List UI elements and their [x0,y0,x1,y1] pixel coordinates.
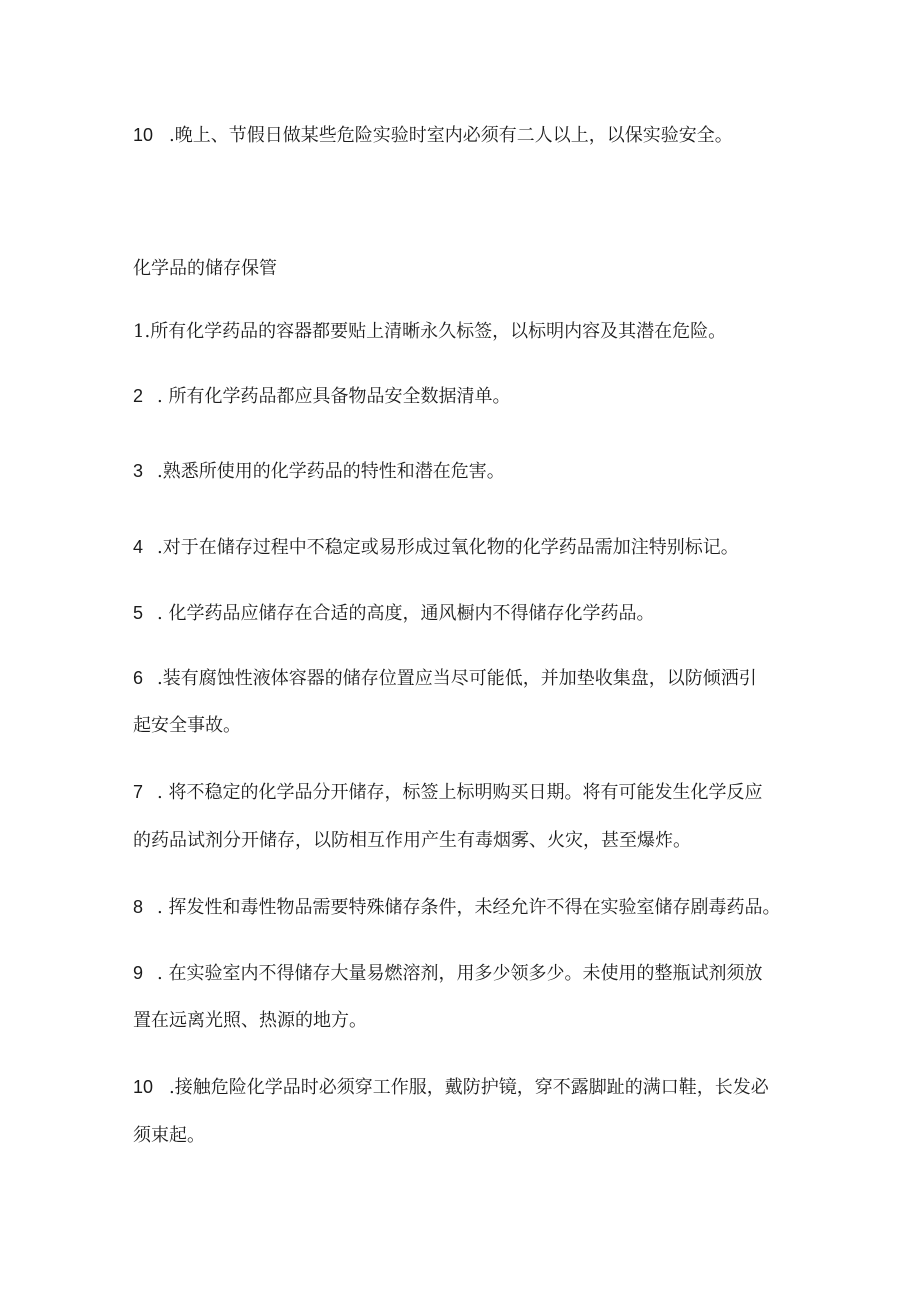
list-item [133,1075,769,1100]
item-number: 7 [133,782,144,802]
list-item [133,459,505,484]
item-text: .熟悉所使用的化学药品的特性和潜在危害。 [157,461,505,482]
item-number: 2 [133,386,144,406]
item-number: 3 [133,461,144,481]
item-text: 所有化学药品的容器都要贴上清晰永久标签，以标明内容及其潜在危险。 [150,321,727,342]
list-item-continuation: 起安全事故。 [133,715,241,736]
list-item [133,535,739,560]
item-text: .对于在储存过程中不稳定或易形成过氧化物的化学药品需加注特别标记。 [157,537,739,558]
item-text: . 所有化学药品都应具备物品安全数据清单。 [157,386,511,407]
item-text: .装有腐蚀性液体容器的储存位置应当尽可能低，并加垫收集盘，以防倾洒引 [157,668,757,689]
list-item [133,961,762,986]
item-text: . 挥发性和毒性物品需要特殊储存条件，未经允许不得在实验室储存剧毒药品。 [157,897,781,918]
item-text: . 化学药品应储存在合适的高度，通风橱内不得储存化学药品。 [157,603,655,624]
item-number: 1. [133,321,151,342]
list-item-continuation: 须束起。 [133,1125,205,1146]
list-item [133,780,762,805]
list-item [133,895,780,920]
item-number: 4 [133,537,144,557]
item-number: 10 [133,125,154,145]
item-text: .接触危险化学品时必须穿工作服，戴防护镜，穿不露脚趾的满口鞋，长发必 [169,1077,769,1098]
list-item [133,601,654,626]
list-item-continuation: 置在远离光照、热源的地方。 [133,1010,367,1031]
item-number: 5 [133,603,144,623]
item-number: 8 [133,897,144,917]
list-item [133,320,726,344]
item-text: . 在实验室内不得储存大量易燃溶剂，用多少领多少。未使用的整瓶试剂须放 [157,963,763,984]
list-item [133,666,757,691]
list-item-continuation: 的药品试剂分开储存，以防相互作用产生有毒烟雾、火灾，甚至爆炸。 [133,830,691,851]
section-title: 化学品的储存保管 [133,258,277,279]
item-text: .晚上、节假日做某些危险实验时室内必须有二人以上，以保实验安全。 [169,125,733,146]
list-item [133,384,510,409]
item-number: 10 [133,1077,154,1097]
intro-item [133,123,733,148]
item-text: . 将不稳定的化学品分开储存，标签上标明购买日期。将有可能发生化学反应 [157,782,763,803]
item-number: 6 [133,668,144,688]
item-number: 9 [133,963,144,983]
